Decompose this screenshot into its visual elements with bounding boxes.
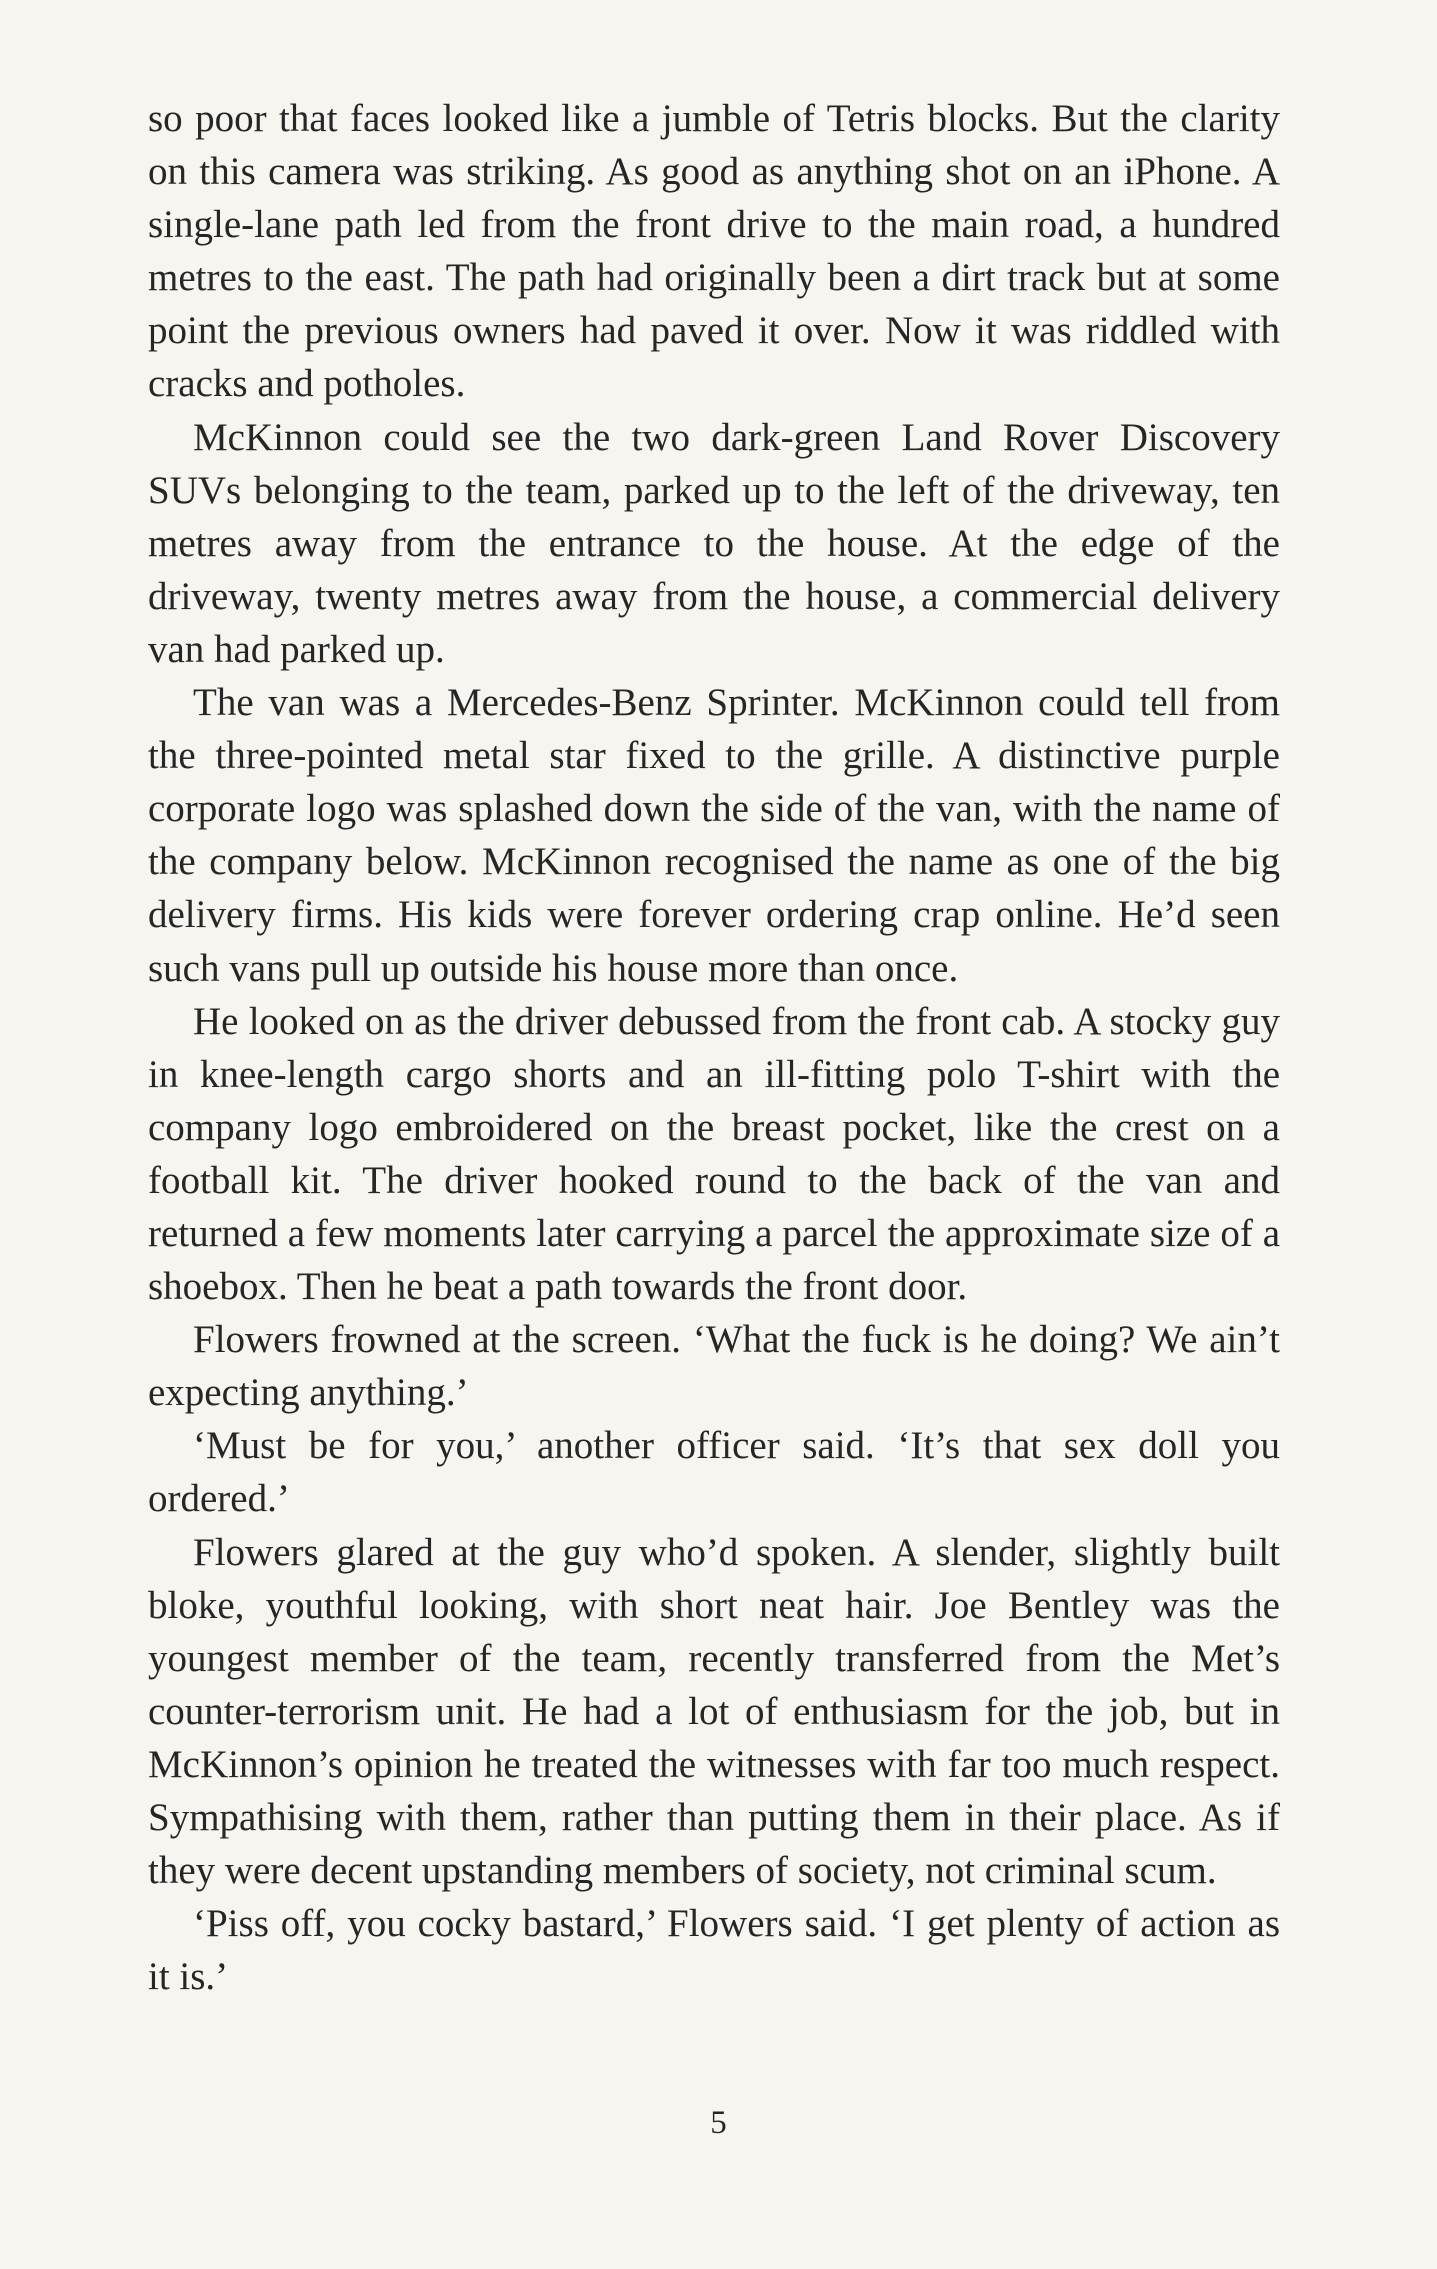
paragraph-5: Flowers frowned at the screen. ‘What the fuck is he doing? We ain’t expecting anything.’ [148, 1318, 1280, 1415]
page-body [148, 92, 1280, 2003]
paragraph-3: The van was a Mercedes-Benz Sprinter. McKinnon could tell from the three-pointed metal star fixed to the grille. A distinctive purple corporate logo was splashed down the side of the van, with the name of the company below. McKinnon recognised the name as one of the big delivery firms. His kids were forever ordering crap online. He’d seen such vans pull up outside his house more than once. [148, 681, 1280, 990]
paragraph-7: Flowers glared at the guy who’d spoken. A slender, slightly built bloke, youthful looking, with short neat hair. Joe Bentley was the youngest member of the team, recently transferred from the Met’s counter-terrorism unit. He had a lot of enthusiasm for the job, but in McKinnon’s opinion he treated the witnesses with far too much respect. Sympathising with them, rather than putting them in their place. As if they were decent upstanding members of society, not criminal scum. [148, 1530, 1280, 1893]
paragraph-2: McKinnon could see the two dark-green Land Rover Discovery SUVs belonging to the team, parked up to the left of the driveway, ten metres away from the entrance to the house. At the edge of the driveway, twenty metres away from the house, a commercial delivery van had parked up. [148, 415, 1280, 671]
paragraph-1: so poor that faces looked like a jumble of Tetris blocks. But the clarity on this camera was striking. As good as anything shot on an iPhone. A single-lane path led from the front drive to the main road, a hundred metres to the east. The path had originally been a dirt track but at some point the previous owners had paved it over. Now it was riddled with cracks and potholes. [148, 97, 1280, 406]
paragraph-6: ‘Must be for you,’ another officer said. ‘It’s that sex doll you ordered.’ [148, 1424, 1280, 1521]
paragraph-8: ‘Piss off, you cocky bastard,’ Flowers said. ‘I get plenty of action as it is.’ [148, 1902, 1280, 1999]
page-number: 5 [710, 2105, 727, 2141]
paragraph-4: He looked on as the driver debussed from the front cab. A stocky guy in knee-length cargo shorts and an ill-fitting polo T-shirt with the company logo embroidered on the breast pocket, like the crest on a football kit. The driver hooked round to the back of the van and returned a few moments later carrying a parcel the approximate size of a shoebox. Then he beat a path towards the front door. [148, 999, 1280, 1309]
